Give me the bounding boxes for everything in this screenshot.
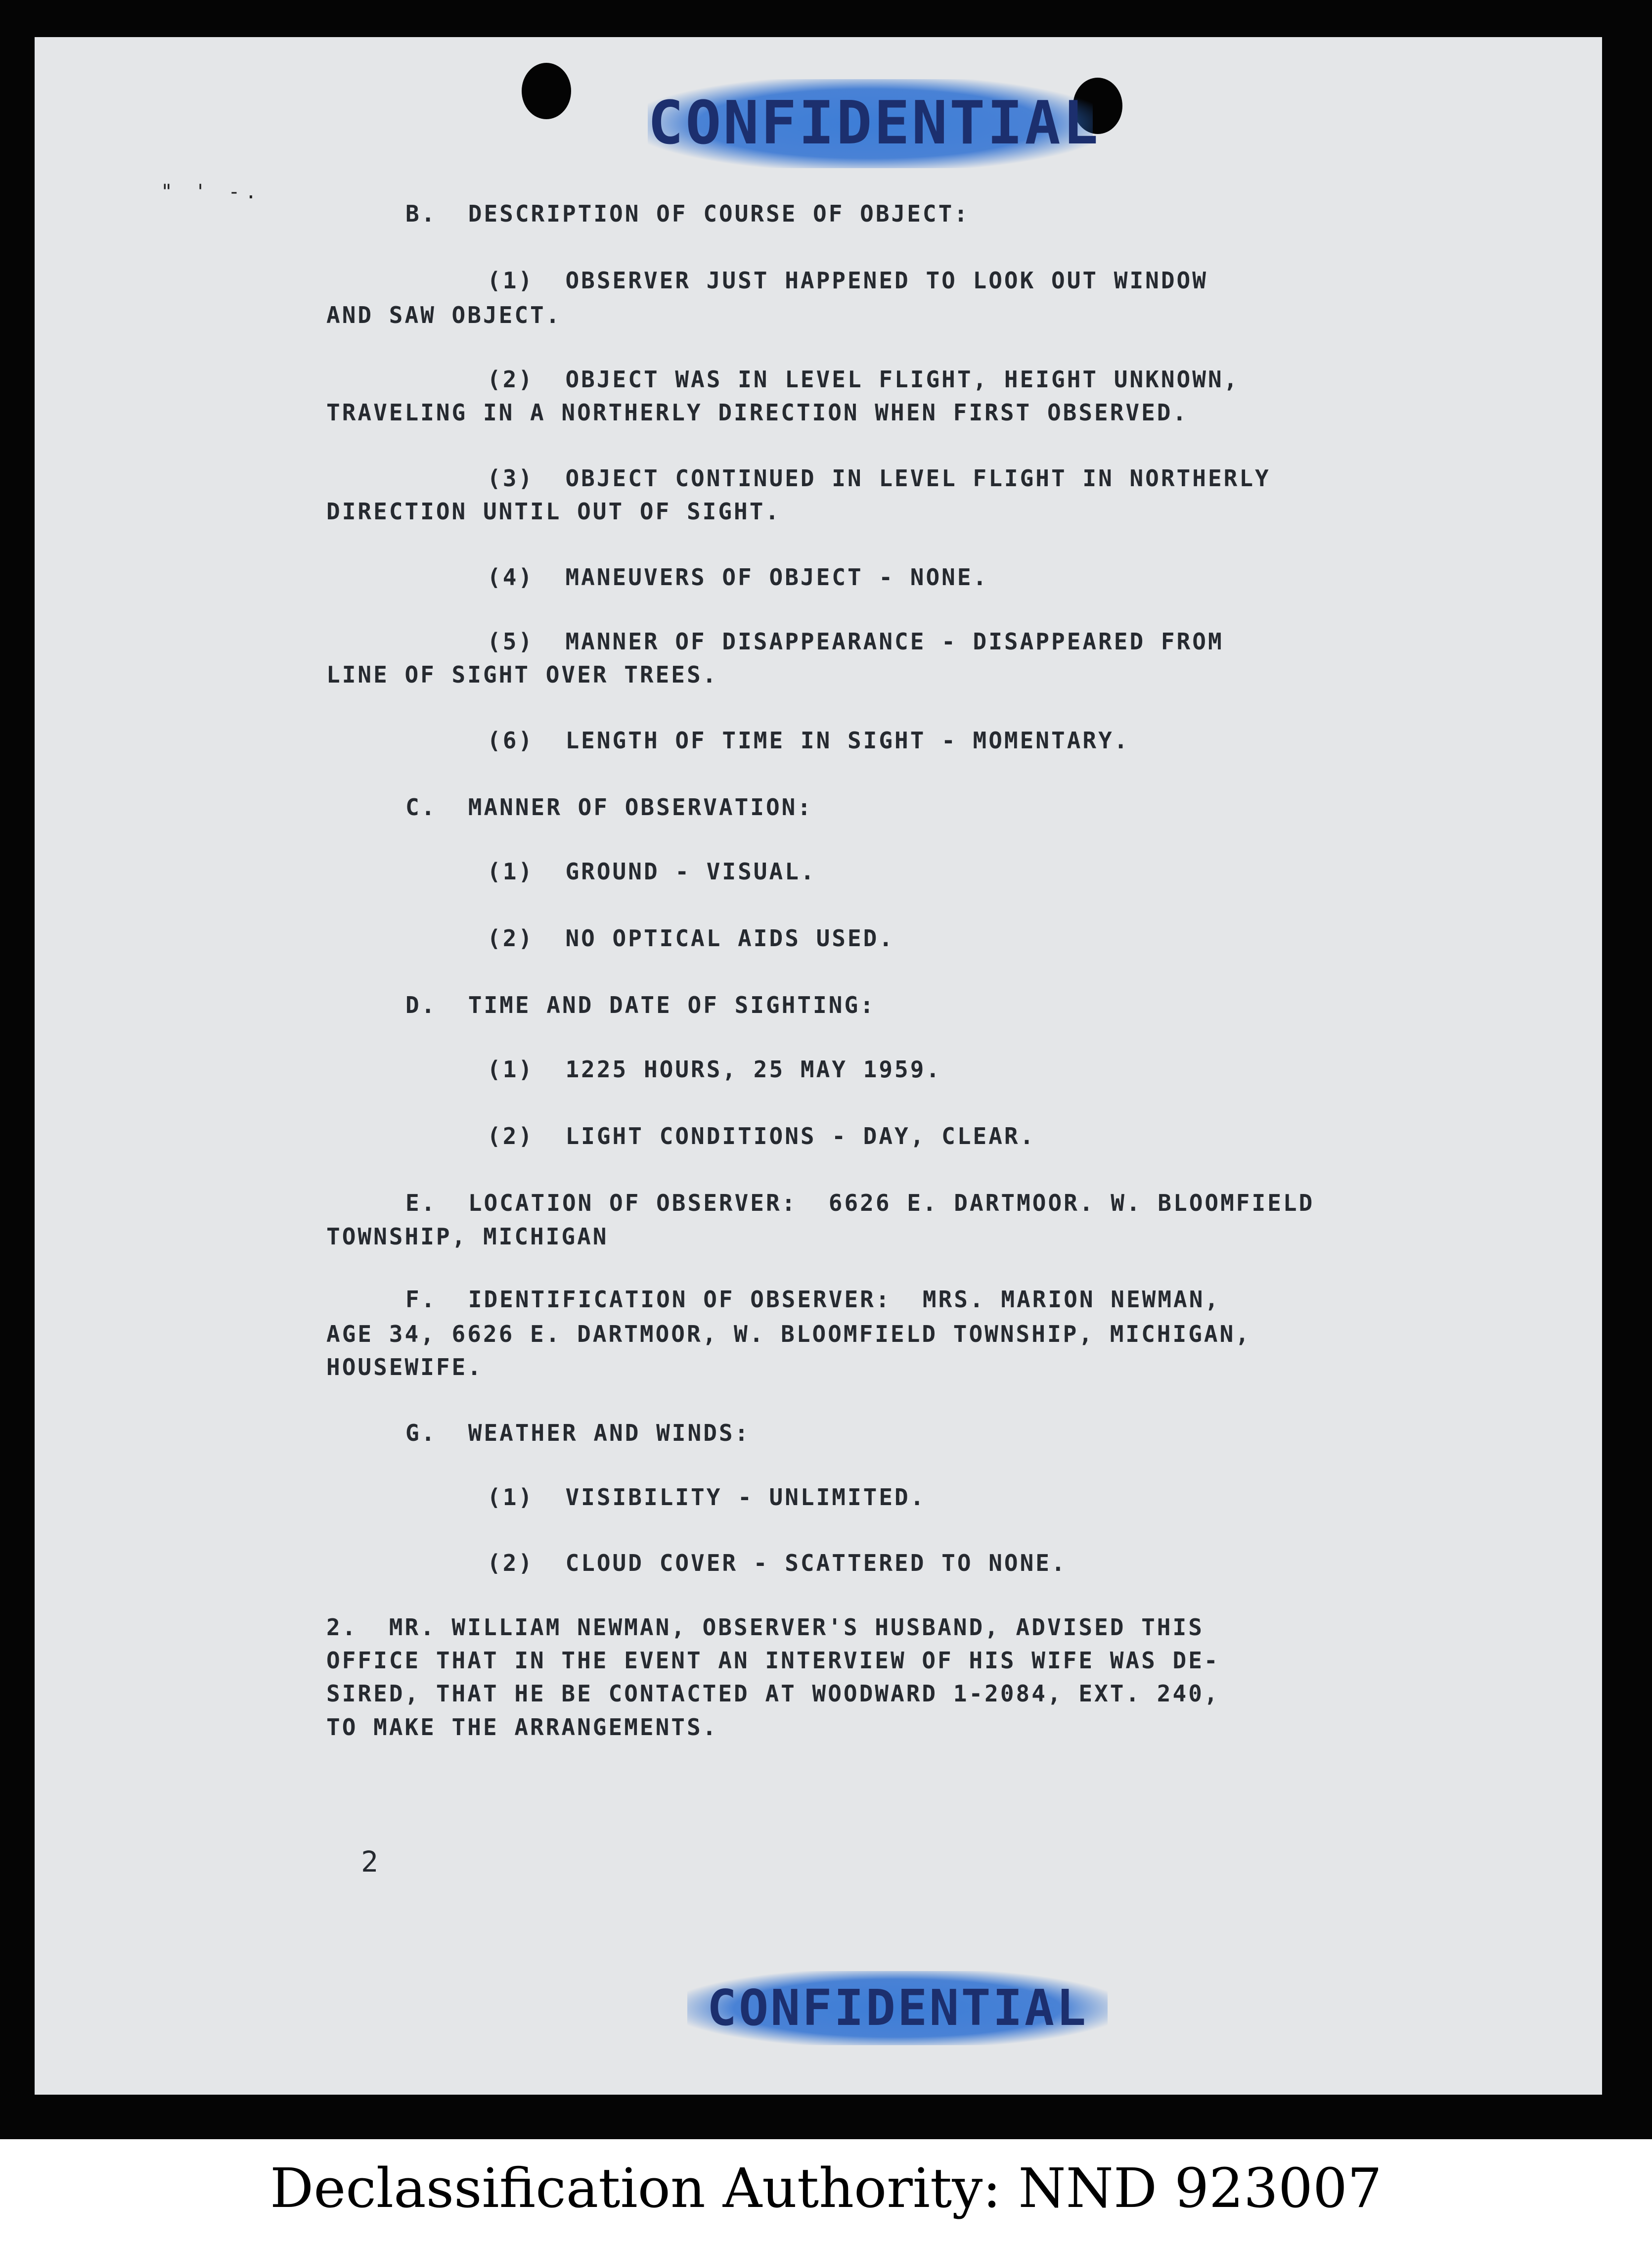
text-line: TRAVELING IN A NORTHERLY DIRECTION WHEN FIRST OBSERVED.	[326, 399, 1189, 426]
text-line: (3) OBJECT CONTINUED IN LEVEL FLIGHT IN NORTHERLY	[487, 465, 1271, 492]
confidential-stamp-bottom: CONFIDENTIAL	[687, 1971, 1108, 2045]
text-line: (4) MANEUVERS OF OBJECT - NONE.	[487, 564, 989, 591]
text-line: B. DESCRIPTION OF COURSE OF OBJECT:	[405, 200, 970, 227]
text-line: (1) GROUND - VISUAL.	[487, 858, 816, 885]
text-line: (1) VISIBILITY - UNLIMITED.	[487, 1484, 926, 1511]
text-line: OFFICE THAT IN THE EVENT AN INTERVIEW OF HIS WIFE WAS DE-	[326, 1647, 1220, 1674]
text-line: (5) MANNER OF DISAPPEARANCE - DISAPPEARED FROM	[487, 628, 1224, 655]
text-line: D. TIME AND DATE OF SIGHTING:	[405, 992, 876, 1018]
text-line: 2. MR. WILLIAM NEWMAN, OBSERVER'S HUSBAND, ADVISED THIS	[326, 1614, 1204, 1641]
text-line: (2) LIGHT CONDITIONS - DAY, CLEAR.	[487, 1123, 1036, 1149]
document-page	[35, 37, 1602, 2095]
text-line: E. LOCATION OF OBSERVER: 6626 E. DARTMOOR. W. BLOOMFIELD	[405, 1190, 1315, 1216]
text-line: (6) LENGTH OF TIME IN SIGHT - MOMENTARY.	[487, 727, 1130, 754]
text-line: C. MANNER OF OBSERVATION:	[405, 794, 813, 821]
text-line: G. WEATHER AND WINDS:	[405, 1420, 751, 1446]
text-line: TOWNSHIP, MICHIGAN	[326, 1223, 609, 1250]
text-line: (1) 1225 HOURS, 25 MAY 1959.	[487, 1056, 942, 1083]
declassification-footer: Declassification Authority: NND 923007	[270, 2156, 1382, 2220]
stray-marks: " ' -.	[161, 181, 262, 203]
text-line: AND SAW OBJECT.	[326, 302, 562, 328]
text-line: AGE 34, 6626 E. DARTMOOR, W. BLOOMFIELD TOWNSHIP, MICHIGAN,	[326, 1321, 1251, 1347]
text-line: LINE OF SIGHT OVER TREES.	[326, 661, 718, 688]
text-line: F. IDENTIFICATION OF OBSERVER: MRS. MARION NEWMAN,	[405, 1286, 1221, 1313]
text-line: (2) CLOUD COVER - SCATTERED TO NONE.	[487, 1550, 1067, 1576]
punch-hole-left	[522, 63, 571, 119]
text-line: HOUSEWIFE.	[326, 1354, 483, 1380]
page-number: 2	[361, 1845, 378, 1879]
text-line: SIRED, THAT HE BE CONTACTED AT WOODWARD 1-2084, EXT. 240,	[326, 1680, 1220, 1707]
text-line: (1) OBSERVER JUST HAPPENED TO LOOK OUT WINDOW	[487, 267, 1208, 294]
text-line: DIRECTION UNTIL OUT OF SIGHT.	[326, 498, 781, 525]
text-line: TO MAKE THE ARRANGEMENTS.	[326, 1714, 718, 1741]
text-line: (2) OBJECT WAS IN LEVEL FLIGHT, HEIGHT UNKNOWN,	[487, 366, 1240, 393]
confidential-stamp-top: CONFIDENTIAL	[648, 79, 1093, 168]
text-line: (2) NO OPTICAL AIDS USED.	[487, 925, 895, 952]
